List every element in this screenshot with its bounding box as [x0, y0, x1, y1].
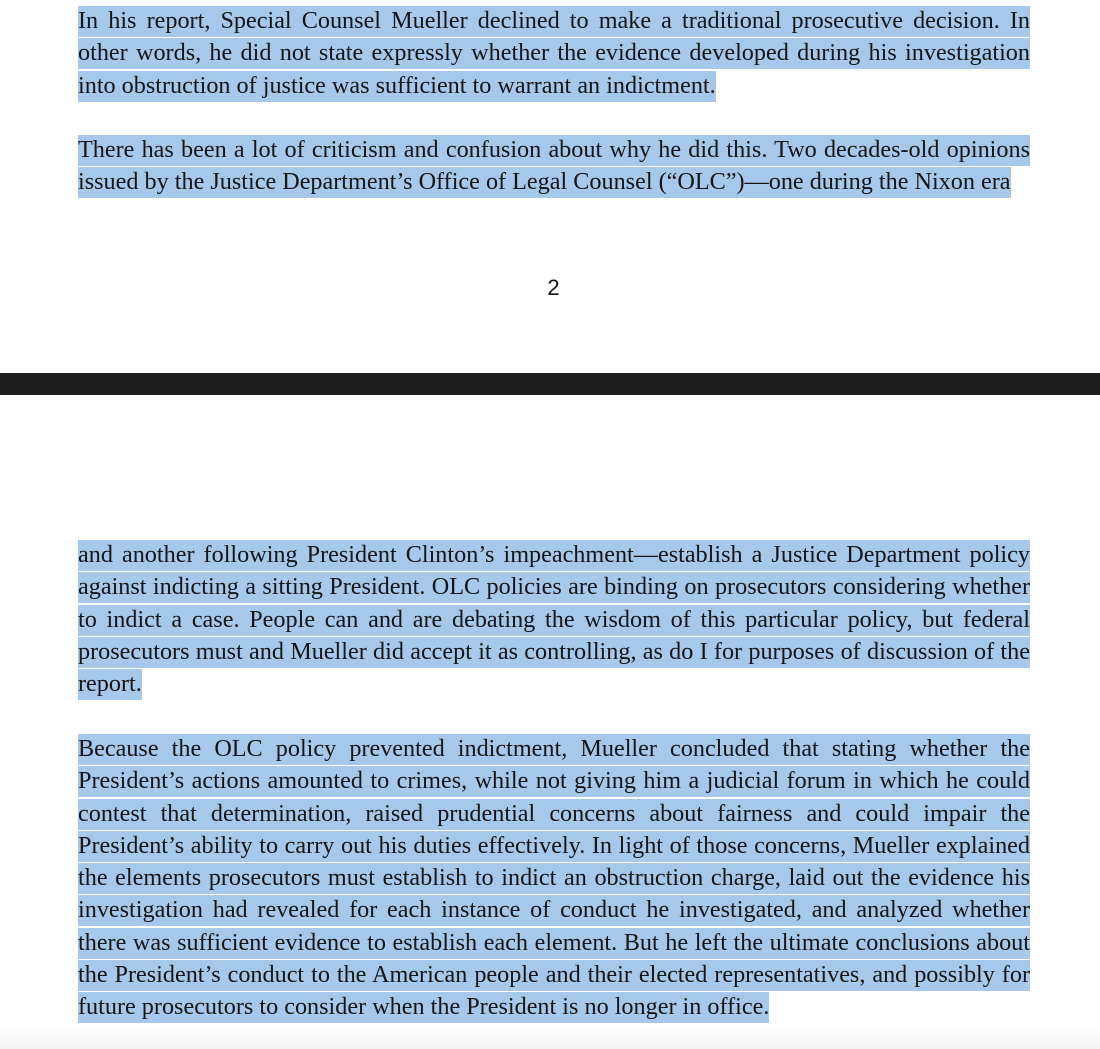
paragraph-mueller-decision[interactable]	[78, 5, 1030, 102]
page-separator	[0, 373, 1100, 395]
selected-text-highlight: and another following President Clinton’s impeachment—establish a Justice Department policy against indicting a sitting President. OLC policies are binding on prosecutors considering whether to indict a case. People can and are debating the wisdom of this particular policy, but federal prosecutors must and Mueller did accept it as controlling, as do I for purposes of discussion of the report.	[78, 540, 1030, 700]
selected-text-highlight: Because the OLC policy prevented indictment, Mueller concluded that stating whether the President’s actions amounted to crimes, while not giving him a judicial forum in which he could contest that determination, raised prudential concerns about fairness and could impair the President’s ability to carry out his duties effectively. In light of those concerns, Mueller explained the elements prosecutors must establish to indict an obstruction charge, laid out the evidence his investigation had revealed for each instance of conduct he investigated, and analyzed whether there was sufficient evidence to establish each element. But he left the ultimate conclusions about the President’s conduct to the American people and their elected representatives, and possibly for future prosecutors to consider when the President is no longer in office.	[78, 734, 1030, 1023]
selected-text-highlight: There has been a lot of criticism and confusion about why he did this. Two decades-old opinions issued by the Justice Department’s Office of Legal Counsel (“OLC”)—one during the Nixon era	[78, 135, 1030, 198]
selected-text-highlight: In his report, Special Counsel Mueller declined to make a traditional prosecutive decision. In other words, he did not state expressly whether the evidence developed during his investigation into obstruction of justice was sufficient to warrant an indictment.	[78, 6, 1030, 102]
page-number: 2	[547, 275, 560, 300]
paragraph-olc-policy[interactable]	[78, 539, 1030, 700]
paragraph-mueller-conclusions[interactable]	[78, 733, 1030, 1024]
paragraph-olc-opinions[interactable]	[78, 134, 1030, 199]
document-page-top	[0, 0, 1100, 373]
document-page-bottom	[0, 395, 1100, 1049]
